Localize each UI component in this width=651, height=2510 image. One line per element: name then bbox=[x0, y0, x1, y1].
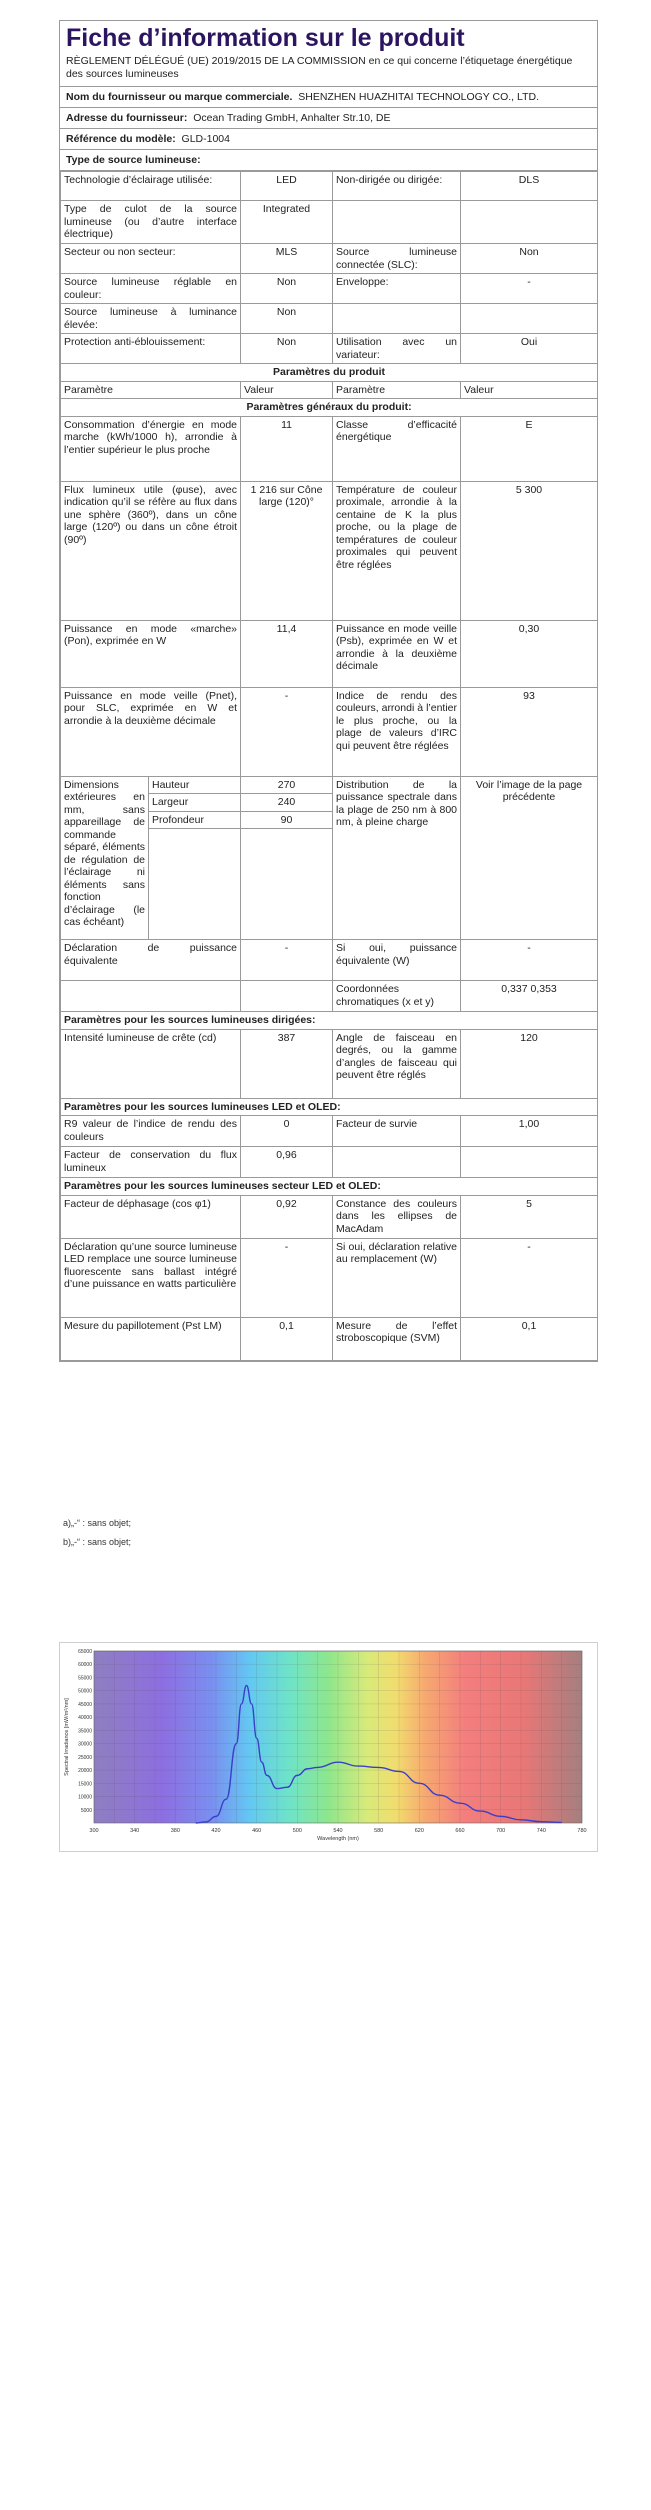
directional-rows bbox=[61, 1029, 598, 1098]
y-axis-label: Spectral Irradiance [mW/m²/nm] bbox=[64, 1698, 70, 1776]
value-header-right: Valeur bbox=[461, 381, 598, 399]
y-tick-label: 65000 bbox=[78, 1649, 92, 1655]
param-label: Intensité lumineuse de crête (cd) bbox=[61, 1029, 241, 1098]
param-value: - bbox=[241, 1238, 333, 1317]
param-label: Facteur de déphasage (cos φ1) bbox=[61, 1195, 241, 1238]
param-value: - bbox=[241, 687, 333, 776]
param-label-right: Si oui, puissance équivalente (W) bbox=[333, 940, 461, 981]
param-label-right bbox=[333, 1147, 461, 1178]
param-value: Integrated bbox=[241, 201, 333, 244]
table-row bbox=[61, 244, 598, 274]
table-row bbox=[61, 687, 598, 776]
x-tick-label: 620 bbox=[414, 1828, 424, 1834]
dim-value-depth: 90 bbox=[241, 811, 333, 829]
table-row bbox=[61, 1147, 598, 1178]
table-row bbox=[61, 620, 598, 687]
x-tick-label: 500 bbox=[292, 1828, 302, 1834]
param-value-right: 5 bbox=[461, 1195, 598, 1238]
x-axis-label: Wavelength (nm) bbox=[317, 1836, 359, 1842]
table-row bbox=[61, 274, 598, 304]
general-params-rows bbox=[61, 416, 598, 776]
spectral-distribution-label: Distribution de la puissance spectrale dans la plage de 250 nm à 800 nm, à pleine charge bbox=[333, 776, 461, 940]
x-tick-label: 660 bbox=[455, 1828, 465, 1834]
param-value-right: Non bbox=[461, 244, 598, 274]
param-label-right: Coordonnées chromatiques (x et y) bbox=[333, 981, 461, 1012]
param-value-right bbox=[461, 1147, 598, 1178]
x-tick-label: 420 bbox=[211, 1828, 221, 1834]
param-label-right: Si oui, déclaration relative au remplacement (W) bbox=[333, 1238, 461, 1317]
param-label-right: Température de couleur proximale, arrondie à la centaine de K la plus proche, ou la plage de températures de couleur proximales qui peuvent être réglées bbox=[333, 481, 461, 620]
directional-heading: Paramètres pour les sources lumineuses dirigées: bbox=[61, 1012, 598, 1030]
spectrum-svg bbox=[60, 1643, 597, 1851]
source-type-label: Type de source lumineuse: bbox=[66, 154, 201, 166]
x-tick-label: 740 bbox=[536, 1828, 546, 1834]
param-label: Consommation d’énergie en mode marche (kWh/1000 h), arrondie à l’entier supérieur le plus proche bbox=[61, 416, 241, 481]
y-tick-label: 25000 bbox=[78, 1754, 92, 1761]
footnote-a: a)„-“ : sans objet; bbox=[63, 1518, 132, 1528]
model-value: GLD-1004 bbox=[181, 133, 230, 145]
param-label-right: Puissance en mode veille (Psb), exprimée en W et arrondie à la deuxième décimale bbox=[333, 620, 461, 687]
regulation-text: RÈGLEMENT DÉLÉGUÉ (UE) 2019/2015 DE LA COMMISSION en ce qui concerne l’étiquetage énergétique des sources lumineuses bbox=[60, 53, 597, 87]
dim-name-width: Largeur bbox=[149, 794, 241, 812]
table-row bbox=[61, 940, 598, 981]
param-value: 0 bbox=[241, 1116, 333, 1147]
x-tick-label: 540 bbox=[333, 1828, 343, 1834]
led-oled-rows bbox=[61, 1116, 598, 1178]
param-label-right: Enveloppe: bbox=[333, 274, 461, 304]
general-params-heading: Paramètres généraux du produit: bbox=[61, 399, 598, 417]
table-row bbox=[61, 201, 598, 244]
dim-spacer-value bbox=[241, 829, 333, 940]
product-params-heading: Paramètres du produit bbox=[61, 364, 598, 382]
value-header: Valeur bbox=[241, 381, 333, 399]
dim-value-height: 270 bbox=[241, 776, 333, 794]
param-value: Non bbox=[241, 274, 333, 304]
param-label-right: Angle de faisceau en degrés, ou la gamme d’angles de faisceau qui peuvent être réglés bbox=[333, 1029, 461, 1098]
x-tick-label: 300 bbox=[89, 1828, 99, 1834]
address-row bbox=[60, 108, 597, 129]
param-label: R9 valeur de l’indice de rendu des couleurs bbox=[61, 1116, 241, 1147]
param-value-right: 1,00 bbox=[461, 1116, 598, 1147]
dimensions-label: Dimensions extérieures en mm, sans appareillage de commande séparé, éléments de régulation de l’éclairage ni éléments sans fonction d’éclairage (le cas échéant) bbox=[61, 776, 149, 940]
model-row bbox=[60, 129, 597, 150]
param-label-right: Utilisation avec un variateur: bbox=[333, 334, 461, 364]
spectral-distribution-chart bbox=[59, 1642, 598, 1852]
x-tick-label: 700 bbox=[496, 1828, 506, 1834]
param-value: 0,1 bbox=[241, 1317, 333, 1360]
y-tick-label: 15000 bbox=[78, 1781, 92, 1788]
param-label: Technologie d’éclairage utilisée: bbox=[61, 172, 241, 201]
directional-section-row bbox=[61, 1012, 598, 1030]
param-value: 11 bbox=[241, 416, 333, 481]
mains-led-heading: Paramètres pour les sources lumineuses secteur LED et OLED: bbox=[61, 1178, 598, 1196]
param-value-right: E bbox=[461, 416, 598, 481]
footnote-b: b)„-“ : sans objet; bbox=[63, 1537, 132, 1547]
address-label: Adresse du fournisseur: bbox=[66, 112, 188, 124]
source-type-heading bbox=[60, 150, 597, 171]
param-value-right: - bbox=[461, 274, 598, 304]
equivalent-power-rows bbox=[61, 940, 598, 1012]
page-title: Fiche d’information sur le produit bbox=[66, 24, 465, 52]
y-tick-label: 20000 bbox=[78, 1768, 92, 1775]
param-label-right: Mesure de l’effet stroboscopique (SVM) bbox=[333, 1317, 461, 1360]
param-value: 0,92 bbox=[241, 1195, 333, 1238]
param-label: Déclaration de puissance équivalente bbox=[61, 940, 241, 981]
table-row bbox=[61, 1317, 598, 1360]
param-value: LED bbox=[241, 172, 333, 201]
y-tick-label: 30000 bbox=[78, 1741, 92, 1748]
param-value-right: Oui bbox=[461, 334, 598, 364]
param-header-right: Paramètre bbox=[333, 381, 461, 399]
param-value-right: - bbox=[461, 1238, 598, 1317]
table-row bbox=[61, 1195, 598, 1238]
table-row bbox=[61, 304, 598, 334]
table-row bbox=[61, 1029, 598, 1098]
param-value-right: 0,30 bbox=[461, 620, 598, 687]
dimensions-row bbox=[61, 776, 598, 794]
param-value: - bbox=[241, 940, 333, 981]
param-label-right bbox=[333, 304, 461, 334]
param-value-right: 120 bbox=[461, 1029, 598, 1098]
mains-led-rows bbox=[61, 1195, 598, 1360]
param-value-right: 0,337 0,353 bbox=[461, 981, 598, 1012]
param-label-right bbox=[333, 201, 461, 244]
dim-name-height: Hauteur bbox=[149, 776, 241, 794]
param-value: 387 bbox=[241, 1029, 333, 1098]
param-value-right bbox=[461, 201, 598, 244]
dim-name-depth: Profondeur bbox=[149, 811, 241, 829]
param-value-right: DLS bbox=[461, 172, 598, 201]
param-label: Puissance en mode «marche» (Pon), exprimée en W bbox=[61, 620, 241, 687]
column-header-row bbox=[61, 381, 598, 399]
supplier-value: SHENZHEN HUAZHITAI TECHNOLOGY CO., LTD. bbox=[298, 91, 539, 103]
param-label: Secteur ou non secteur: bbox=[61, 244, 241, 274]
param-label: Source lumineuse à luminance élevée: bbox=[61, 304, 241, 334]
dim-spacer bbox=[149, 829, 241, 940]
param-label: Facteur de conservation du flux lumineux bbox=[61, 1147, 241, 1178]
y-tick-label: 60000 bbox=[78, 1662, 92, 1669]
model-label: Référence du modèle: bbox=[66, 133, 176, 145]
param-label: Source lumineuse réglable en couleur: bbox=[61, 274, 241, 304]
param-value-right: - bbox=[461, 940, 598, 981]
param-label-right: Non-dirigée ou dirigée: bbox=[333, 172, 461, 201]
x-tick-label: 340 bbox=[130, 1828, 140, 1834]
y-tick-label: 55000 bbox=[78, 1675, 92, 1682]
spectral-distribution-value: Voir l’image de la page précédente bbox=[461, 776, 598, 940]
param-value: 11,4 bbox=[241, 620, 333, 687]
param-label: Déclaration qu’une source lumineuse LED remplace une source lumineuse fluorescente sans ballast intégré d’une puissance en watts particulière bbox=[61, 1238, 241, 1317]
mains-led-section-row bbox=[61, 1178, 598, 1196]
param-label: Mesure du papillotement (Pst LM) bbox=[61, 1317, 241, 1360]
param-value-right bbox=[461, 304, 598, 334]
address-value: Ocean Trading GmbH, Anhalter Str.10, DE bbox=[193, 112, 391, 124]
param-value-right: 5 300 bbox=[461, 481, 598, 620]
param-value: 0,96 bbox=[241, 1147, 333, 1178]
x-tick-label: 780 bbox=[577, 1828, 587, 1834]
param-label: Protection anti-éblouissement: bbox=[61, 334, 241, 364]
param-value: 1 216 sur Cône large (120)° bbox=[241, 481, 333, 620]
param-value-right: 93 bbox=[461, 687, 598, 776]
param-label-right: Constance des couleurs dans les ellipses de MacAdam bbox=[333, 1195, 461, 1238]
product-table bbox=[60, 171, 598, 1361]
param-label-right: Facteur de survie bbox=[333, 1116, 461, 1147]
supplier-row bbox=[60, 87, 597, 108]
table-row bbox=[61, 416, 598, 481]
led-oled-heading: Paramètres pour les sources lumineuses LED et OLED: bbox=[61, 1098, 598, 1116]
table-row bbox=[61, 481, 598, 620]
product-information-sheet bbox=[59, 20, 598, 1362]
y-tick-label: 35000 bbox=[78, 1728, 92, 1735]
x-tick-label: 460 bbox=[252, 1828, 262, 1834]
dim-value-width: 240 bbox=[241, 794, 333, 812]
table-row bbox=[61, 1116, 598, 1147]
param-label-right: Classe d’efficacité énergétique bbox=[333, 416, 461, 481]
param-label-right: Source lumineuse connectée (SLC): bbox=[333, 244, 461, 274]
param-value-right: 0,1 bbox=[461, 1317, 598, 1360]
param-value: MLS bbox=[241, 244, 333, 274]
param-header: Paramètre bbox=[61, 381, 241, 399]
param-label: Type de culot de la source lumineuse (ou d’autre interface électrique) bbox=[61, 201, 241, 244]
y-tick-label: 10000 bbox=[78, 1794, 92, 1801]
y-tick-label: 45000 bbox=[78, 1701, 92, 1708]
table-row bbox=[61, 334, 598, 364]
y-tick-label: 5000 bbox=[80, 1807, 92, 1814]
led-oled-section-row bbox=[61, 1098, 598, 1116]
param-label-right: Indice de rendu des couleurs, arrondi à l’entier le plus proche, ou la plage de valeurs d’IRC qui peuvent être réglées bbox=[333, 687, 461, 776]
param-label bbox=[61, 981, 241, 1012]
y-tick-label: 50000 bbox=[78, 1688, 92, 1695]
product-params-row bbox=[61, 364, 598, 382]
x-tick-label: 580 bbox=[374, 1828, 384, 1834]
param-label: Flux lumineux utile (φuse), avec indication qu’il se réfère au flux dans une sphère (360º), dans un cône large (120º) ou dans un cône étroit (90º) bbox=[61, 481, 241, 620]
table-row bbox=[61, 981, 598, 1012]
light-source-type-rows bbox=[61, 172, 598, 364]
x-tick-label: 380 bbox=[170, 1828, 180, 1834]
param-value bbox=[241, 981, 333, 1012]
param-value: Non bbox=[241, 334, 333, 364]
general-params-row bbox=[61, 399, 598, 417]
supplier-label: Nom du fournisseur ou marque commerciale. bbox=[66, 91, 293, 103]
param-value: Non bbox=[241, 304, 333, 334]
table-row bbox=[61, 172, 598, 201]
param-label: Puissance en mode veille (Pnet), pour SLC, exprimée en W et arrondie à la deuxième décimale bbox=[61, 687, 241, 776]
y-tick-label: 40000 bbox=[78, 1715, 92, 1722]
table-row bbox=[61, 1238, 598, 1317]
